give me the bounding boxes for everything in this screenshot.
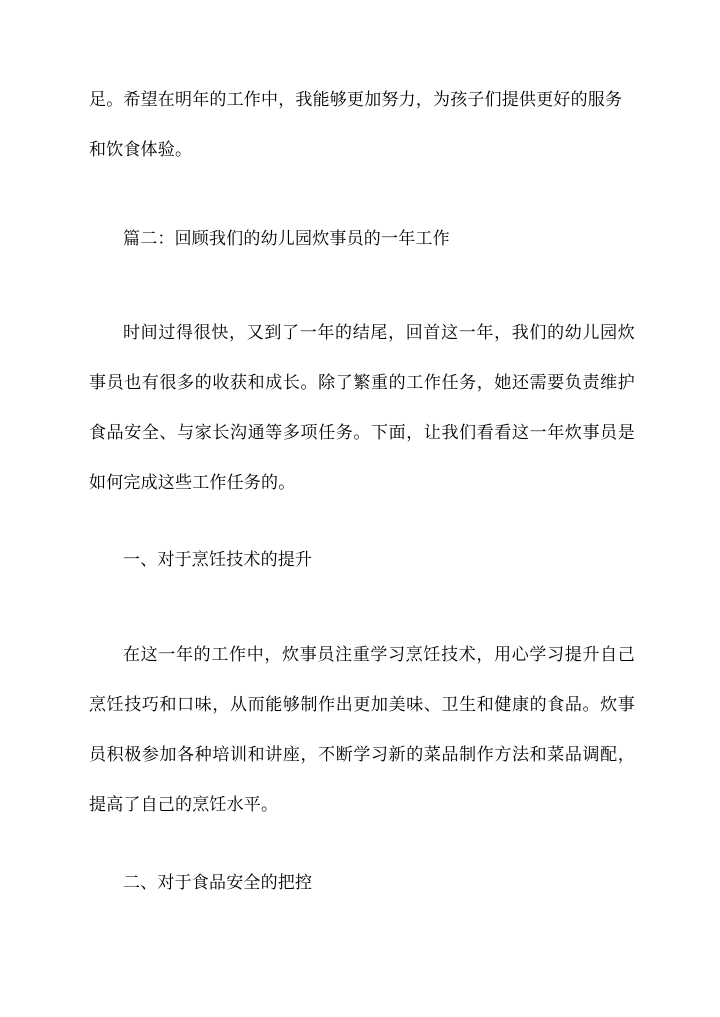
heading-cooking-skills: 一、对于烹饪技术的提升 bbox=[123, 550, 313, 570]
continued-paragraph: 足。希望在明年的工作中，我能够更加努力，为孩子们提供更好的服务和饮食体验。 bbox=[89, 90, 623, 160]
section-title: 篇二：回顾我们的幼儿园炊事员的一年工作 bbox=[123, 229, 450, 249]
heading-food-safety: 二、对于食品安全的把控 bbox=[123, 873, 313, 893]
paragraph-cooking-skills: 在这一年的工作中，炊事员注重学习烹饪技术，用心学习提升自己烹饪技巧和口味，从而能够制作出更加美味、卫生和健康的食品。炊事员积极参加各种培训和讲座，不断学习新的菜品制作方法和菜品调配，提高了自己的烹饪水平。 bbox=[89, 645, 635, 815]
intro-paragraph: 时间过得很快，又到了一年的结尾，回首这一年，我们的幼儿园炊事员也有很多的收获和成长。除了繁重的工作任务，她还需要负责维护食品安全、与家长沟通等多项任务。下面，让我们看看这一年炊事员是如何完成这些工作任务的。 bbox=[89, 323, 635, 493]
